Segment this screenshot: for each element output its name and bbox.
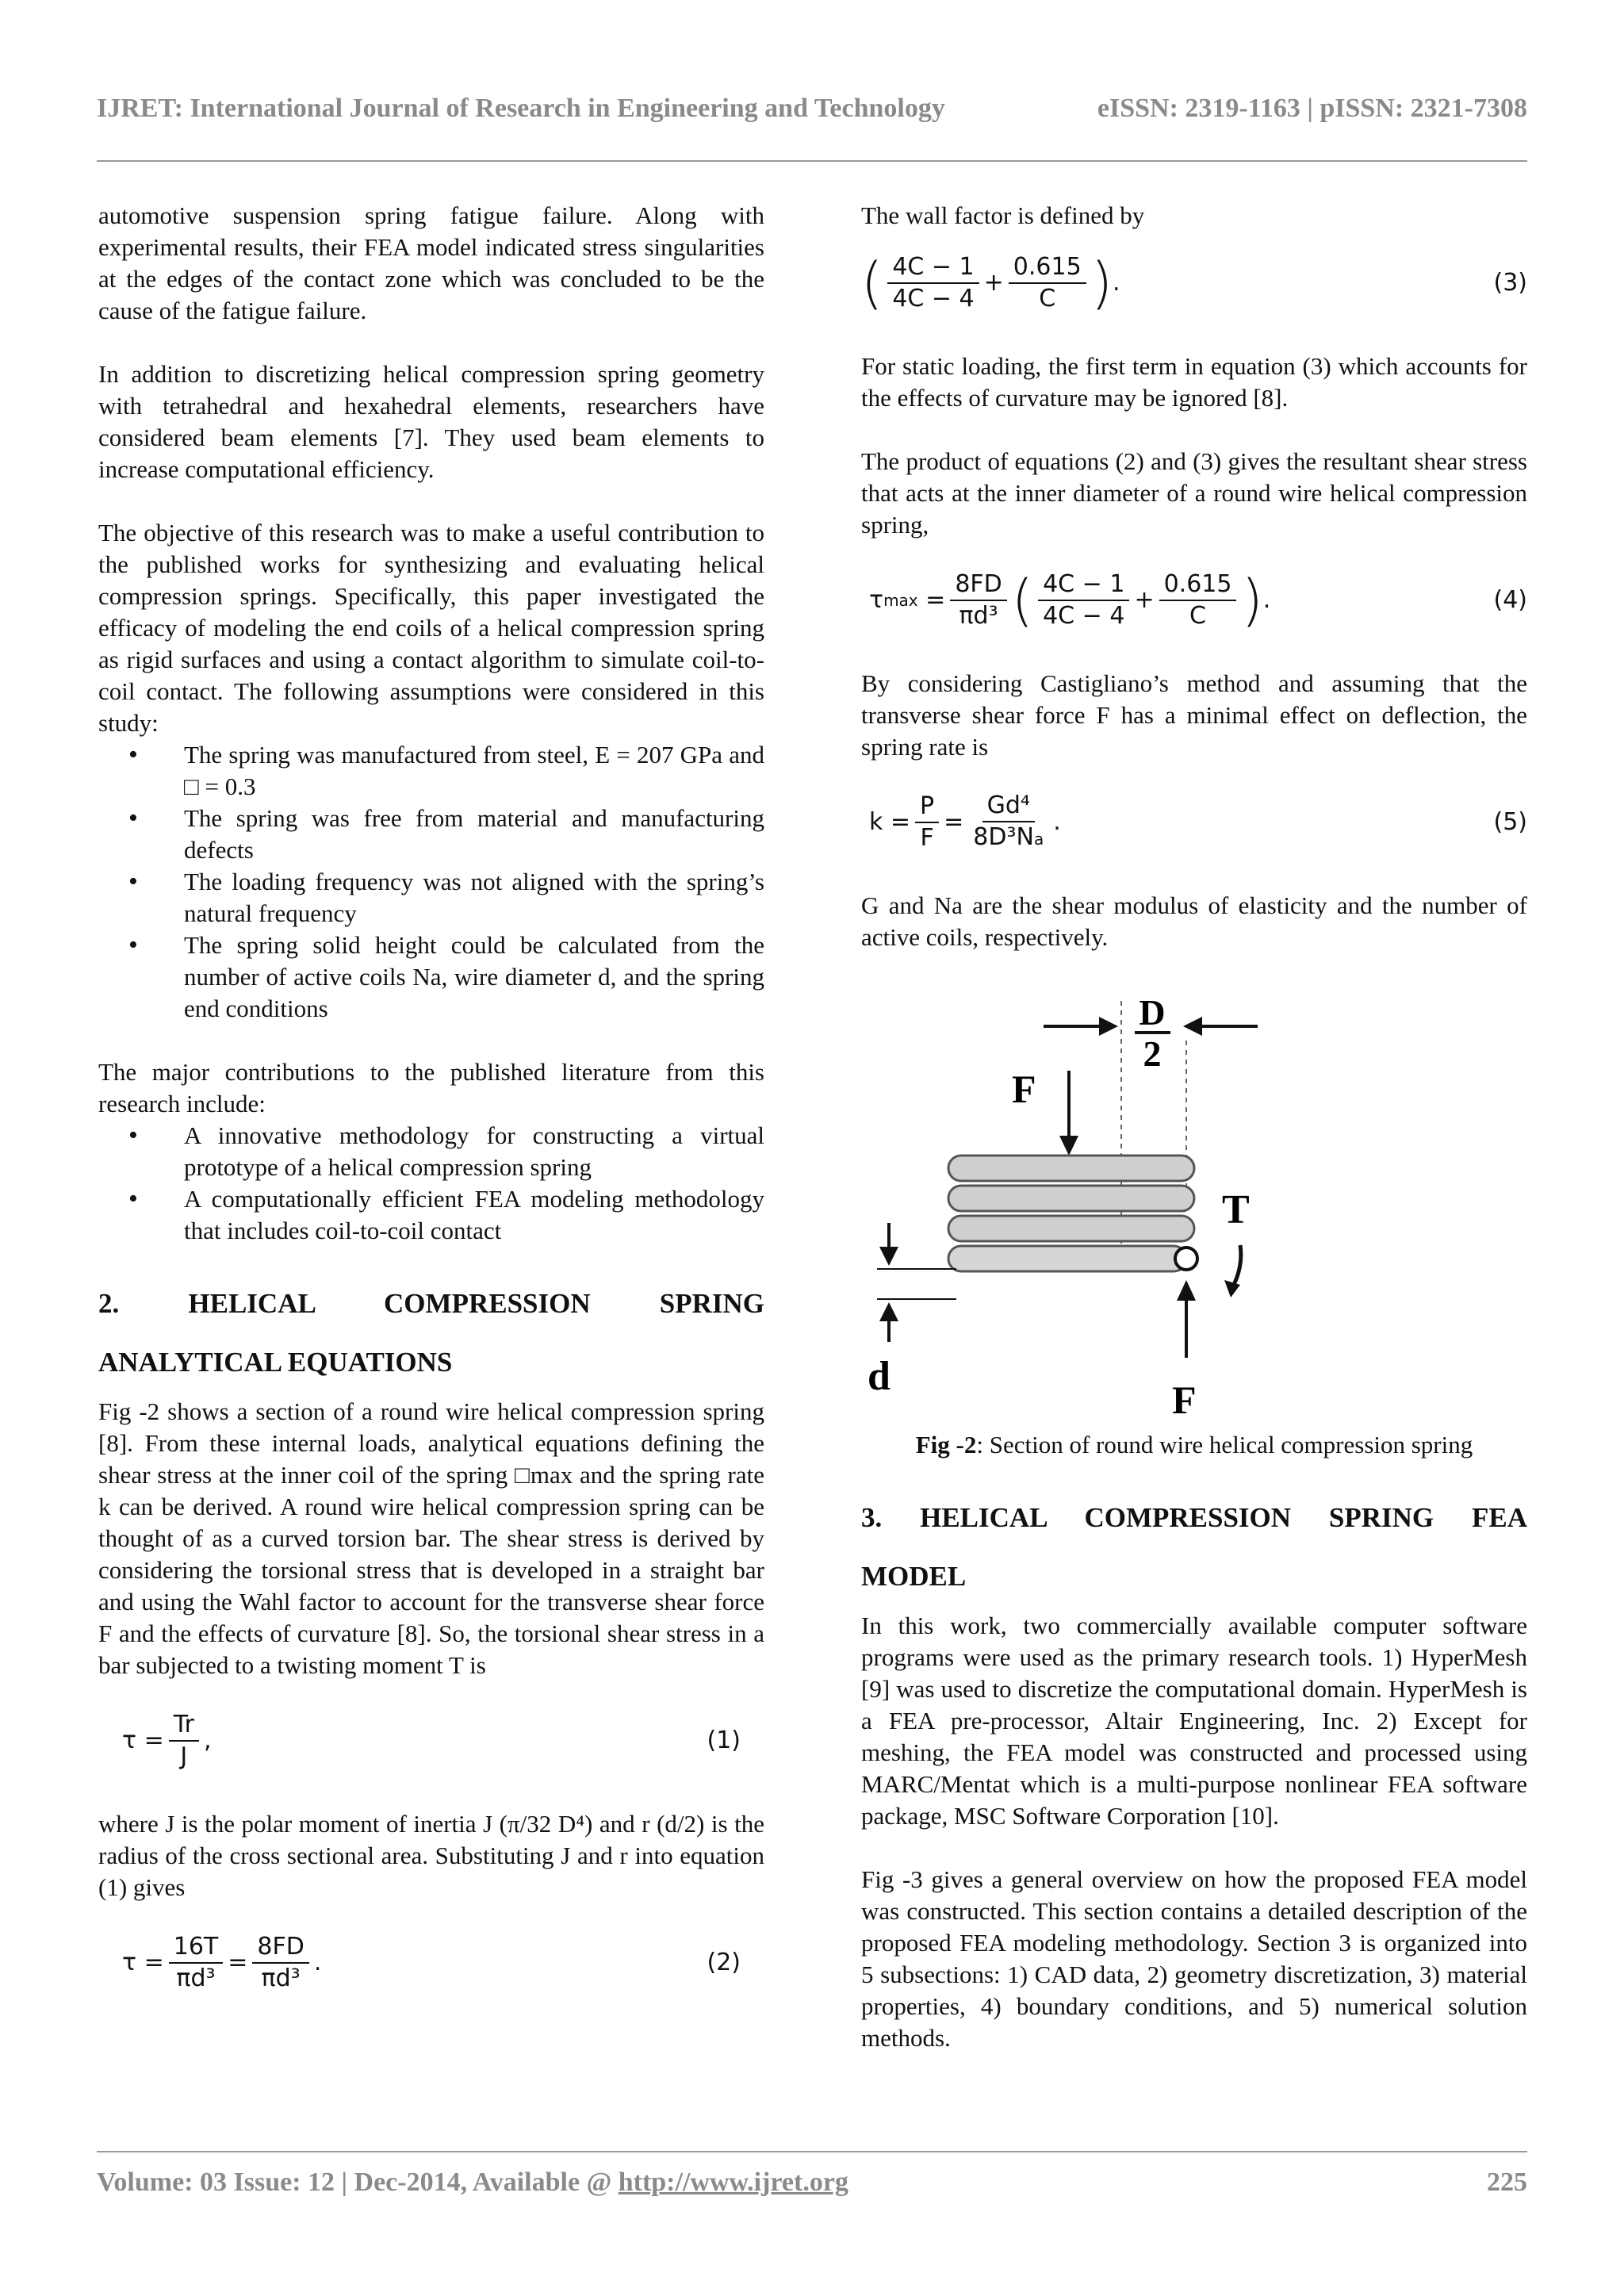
paragraph: Fig -3 gives a general overview on how the proposed FEA model was constructed. This section contains a detailed description of the proposed FEA modeling methodology. Section 3 is organized into 5 subsections: 1) CAD data, 2) geometry discretization, 3) material properties, 4) boundary conditions, and 5) numerical solution methods. <box>861 1865 1527 2052</box>
list-item: • The spring was free from material and manufacturing defects <box>98 803 764 866</box>
page-header <box>97 94 1527 141</box>
paragraph: Fig -2 shows a section of a round wire helical compression spring [8]. From these internal loads, analytical equations defining the shear stress at the inner coil of the spring □max and the spring rate k can be derived. A round wire helical compression spring can be thought of as a curved torsion bar. The shear stress is derived by considering the torsional stress that is developed in a straight bar and using the Wahl factor to account for the transverse shear force F and the effects of curvature [8]. So, the torsional shear stress in a bar subjected to a twisting moment T is <box>98 1397 764 1679</box>
paragraph: The product of equations (2) and (3) gives the resultant shear stress that acts at the inner diameter of a round wire helical compression spring, <box>861 447 1527 539</box>
list-item: • The loading frequency was not aligned with the spring’s natural frequency <box>98 866 764 930</box>
torque-arrow <box>1232 1245 1241 1288</box>
equation-5: k = $\frac{P}{F}$ = $\frac{\text{Gd⁴}}{\text{8D³Na}}$ . (5) <box>869 792 1527 852</box>
journal-title: IJRET: International Journal of Research in Engineering and Technology <box>97 94 945 123</box>
figure-caption <box>861 1429 1527 1461</box>
label-F-top: F <box>1012 1067 1036 1111</box>
header-divider <box>97 160 1527 162</box>
volume-info: Volume: 03 Issue: 12 | Dec-2014, Available @ <box>97 2168 619 2197</box>
contributions-list <box>98 1120 764 1247</box>
journal-link[interactable]: http://www.ijret.org <box>618 2168 848 2197</box>
spring-coils <box>948 1156 1194 1271</box>
equation-number: (2) <box>707 1949 741 1976</box>
list-item: • A innovative methodology for constructing a virtual prototype of a helical compression spring <box>98 1120 764 1183</box>
label-two: 2 <box>1143 1033 1162 1074</box>
paragraph: where J is the polar moment of inertia J (π/32 D⁴) and r (d/2) is the radius of the cross sectional area. Substituting J and r into equation (1) gives <box>98 1810 764 1901</box>
footer-divider <box>97 2151 1527 2152</box>
equation-4: τ max = $\frac{8FD}{\text{πd³}}$ ( $\frac{4C - 1}{4C - 4}$ + $\frac{0.615}{C}$ ) . (4) <box>869 568 1527 633</box>
paragraph: The major contributions to the published literature from this research include: <box>98 1058 764 1117</box>
paragraph: In addition to discretizing helical compression spring geometry with tetrahedral and hexahedral elements, researchers have considered beam elements [7]. They used beam elements to increase computational efficiency. <box>98 360 764 483</box>
label-F-bottom: F <box>1172 1378 1197 1421</box>
label-T: T <box>1222 1187 1250 1232</box>
page-number: 225 <box>1487 2168 1527 2197</box>
section-heading-cont: MODEL <box>861 1561 967 1592</box>
left-column <box>98 200 764 2030</box>
arrowhead <box>879 1302 898 1321</box>
spring-figure <box>861 993 1527 1421</box>
issn-info: eISSN: 2319-1163 | pISSN: 2321-7308 <box>1097 94 1527 123</box>
arrowhead <box>1224 1280 1240 1297</box>
arrowhead <box>1177 1280 1196 1301</box>
right-column <box>861 200 1527 2086</box>
equation-number: (4) <box>1493 586 1527 614</box>
section-heading-cont: ANALYTICAL EQUATIONS <box>98 1347 453 1378</box>
label-D: D <box>1139 993 1166 1033</box>
paragraph: In this work, two commercially available computer software programs were used as the primary research tools. 1) HyperMesh [9] was used to discretize the computational domain. HyperMesh is a FEA pre-processor, Altair Engineering, Inc. 2) Except for meshing, the FEA model was constructed and processed using MARC/Mentat which is a multi-purpose nonlinear FEA software package, MSC Software Corporation [10]. <box>861 1612 1527 1830</box>
equation-number: (1) <box>707 1727 741 1754</box>
equation-number: (3) <box>1493 269 1527 297</box>
list-item: • A computationally efficient FEA modeling methodology that includes coil-to-coil contact <box>98 1183 764 1247</box>
arrowhead <box>1059 1136 1078 1156</box>
paragraph: The wall factor is defined by <box>861 201 1145 229</box>
arrowhead <box>1099 1017 1118 1036</box>
paragraph: By considering Castigliano’s method and assuming that the transverse shear force F has a minimal effect on deflection, the spring rate is <box>861 669 1527 761</box>
equation-3: ( $\frac{4C - 1}{4C - 4}$ + $\frac{0.615}{C}$ ) . (3) <box>861 251 1527 316</box>
page-footer <box>97 2168 1527 2198</box>
label-d: d <box>868 1354 891 1399</box>
spring-section-diagram <box>861 993 1527 1421</box>
wire-section <box>1175 1248 1197 1270</box>
list-item: • The spring solid height could be calculated from the number of active coils Na, wire diameter d, and the spring end conditions <box>98 930 764 1025</box>
equation-1: τ = $\frac{Tr}{J}$ , (1) <box>122 1711 741 1770</box>
paragraph: The objective of this research was to make a useful contribution to the published works for synthesizing and evaluating helical compression springs. Specifically, this paper investigated the efficacy of modeling the end coils of a helical compression spring as rigid surfaces and using a contact algorithm to simulate coil-to-coil contact. The following assumptions were considered in this study: <box>98 519 764 737</box>
paragraph: automotive suspension spring fatigue failure. Along with experimental results, their FEA model indicated stress singularities at the edges of the contact zone which was concluded to be the cause of the fatigue failure. <box>98 201 764 324</box>
equation-2: τ = $\frac{16T}{\text{πd³}}$ = $\frac{8FD}{\text{πd³}}$ . (2) <box>122 1933 741 1992</box>
arrowhead <box>879 1247 898 1266</box>
paragraph: G and Na are the shear modulus of elasticity and the number of active coils, respectively. <box>861 891 1527 951</box>
list-item: • The spring was manufactured from steel, E = 207 GPa and □ = 0.3 <box>98 739 764 803</box>
assumptions-list <box>98 739 764 1025</box>
paragraph: For static loading, the first term in equation (3) which accounts for the effects of curvature may be ignored [8]. <box>861 352 1527 412</box>
section-heading: 2. HELICAL COMPRESSION SPRING <box>98 1288 764 1319</box>
section-heading: 3. HELICAL COMPRESSION SPRING FEA <box>861 1502 1527 1533</box>
caption-text: : Section of round wire helical compression spring <box>976 1431 1473 1458</box>
equation-number: (5) <box>1493 808 1527 836</box>
caption-label: Fig -2 <box>915 1431 977 1458</box>
arrowhead <box>1183 1017 1202 1036</box>
